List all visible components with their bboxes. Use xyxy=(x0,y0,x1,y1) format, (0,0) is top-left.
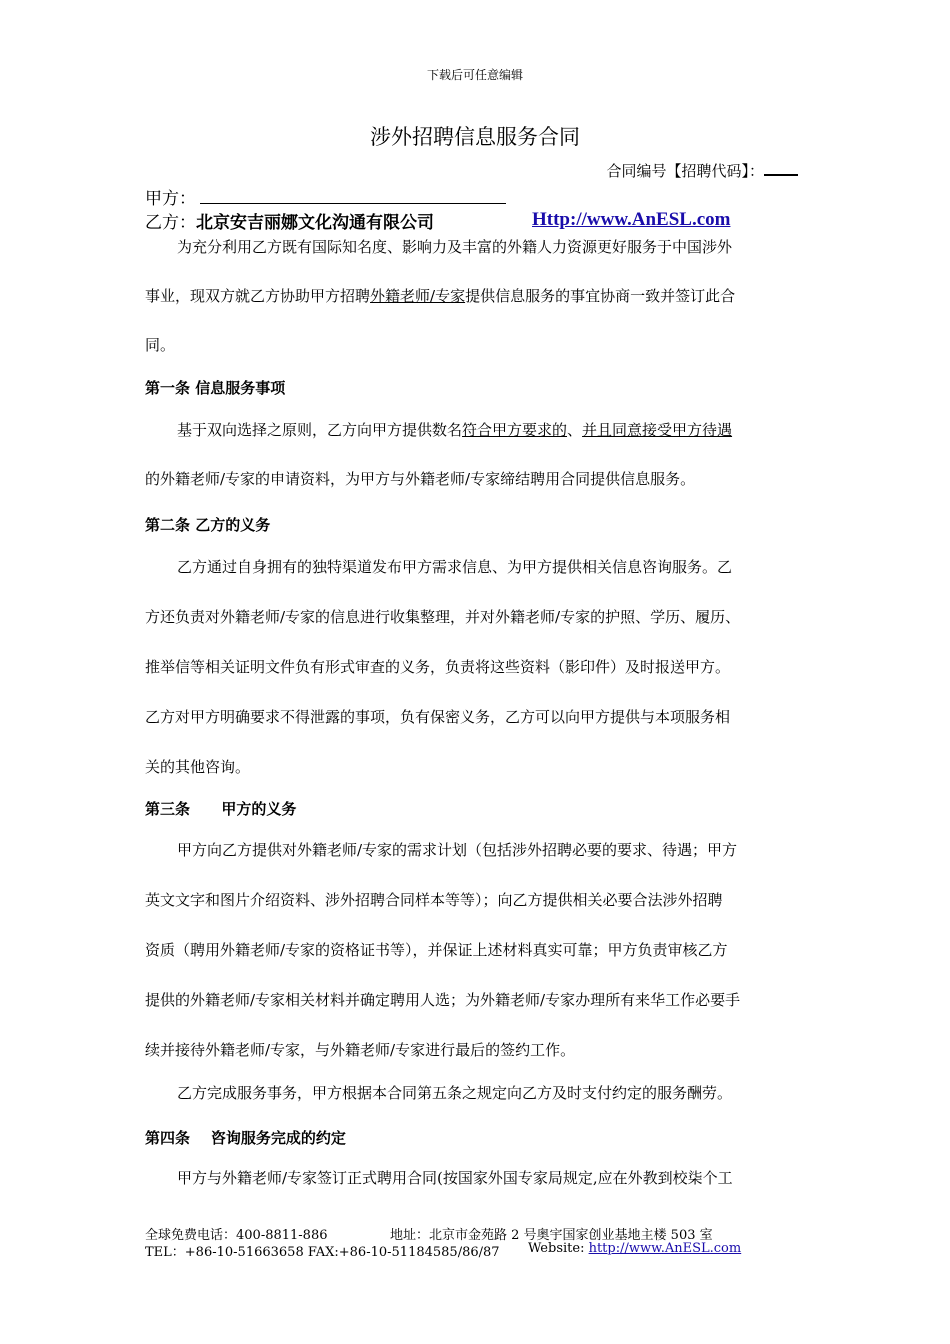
footer-website-label: Website: xyxy=(528,1241,589,1256)
article-3-line-6: 乙方完成服务事务，甲方根据本合同第五条之规定向乙方及时支付约定的服务酬劳。 xyxy=(177,1084,733,1102)
intro-line-2 xyxy=(145,271,807,321)
article-1-underlined-2: 并且同意接受甲方待遇 xyxy=(582,421,733,439)
contract-number-blank[interactable] xyxy=(764,160,798,176)
intro-line-2-b: 提供信息服务的事宜协商一致并签订此合 xyxy=(465,287,736,305)
article-1-heading: 第一条 信息服务事项 xyxy=(145,379,286,397)
intro-line-1: 为充分利用乙方既有国际知名度、影响力及丰富的外籍人力资源更好服务于中国涉外 xyxy=(177,238,733,256)
article-3-heading: 第三条 甲方的义务 xyxy=(145,800,297,818)
contract-number-label: 合同编号【招聘代码】： xyxy=(606,162,764,180)
article-1-line-1-a: 基于双向选择之原则，乙方向甲方提供数名 xyxy=(177,421,463,439)
article-2-line-4: 乙方对甲方明确要求不得泄露的事项，负有保密义务，乙方可以向甲方提供与本项服务相 xyxy=(145,708,731,726)
party-b-label: 乙方： xyxy=(145,213,196,233)
article-3-line-4: 提供的外籍老师/专家相关材料并确定聘用人选；为外籍老师/专家办理所有来华工作必要手 xyxy=(145,991,741,1009)
article-1-line-2: 的外籍老师/专家的申请资料，为甲方与外籍老师/专家缔结聘用合同提供信息服务。 xyxy=(145,470,696,488)
article-3-line-2: 英文文字和图片介绍资料、涉外招聘合同样本等等）；向乙方提供相关必要合法涉外招聘 xyxy=(145,891,723,909)
article-4-line-1: 甲方与外籍老师/专家签订正式聘用合同(按国家外国专家局规定,应在外教到校柒个工 xyxy=(177,1169,733,1187)
party-a-blank[interactable] xyxy=(200,187,506,204)
article-2-line-3: 推举信等相关证明文件负有形式审查的义务，负责将这些资料（影印件）及时报送甲方。 xyxy=(145,658,731,676)
article-3-line-3: 资质（聘用外籍老师/专家的资格证书等），并保证上述材料真实可靠；甲方负责审核乙方 xyxy=(145,941,728,959)
article-2-line-2: 方还负责对外籍老师/专家的信息进行收集整理，并对外籍老师/专家的护照、学历、履历、 xyxy=(145,608,741,626)
article-2-line-1: 乙方通过自身拥有的独特渠道发布甲方需求信息、为甲方提供相关信息咨询服务。乙 xyxy=(177,558,733,576)
party-b-company: 北京安吉丽娜文化沟通有限公司 xyxy=(196,213,434,233)
article-1-line-1 xyxy=(145,405,807,455)
article-4-heading: 第四条 咨询服务完成的约定 xyxy=(145,1129,346,1147)
party-b-website-link[interactable]: Http://www.AnESL.com xyxy=(532,209,731,230)
footer-website-link[interactable]: http://www.AnESL.com xyxy=(588,1241,742,1256)
footer-website xyxy=(528,1241,741,1256)
party-a-line xyxy=(145,184,506,209)
article-2-heading: 第二条 乙方的义务 xyxy=(145,516,271,534)
intro-line-3: 同。 xyxy=(145,336,176,354)
footer-line-2 xyxy=(145,1241,742,1260)
header-note: 下载后可任意编辑 xyxy=(426,68,523,82)
article-1-line-1-b: 、 xyxy=(567,421,583,439)
party-a-label: 甲方： xyxy=(145,189,196,209)
footer-address: 地址：北京市金苑路 2 号奥宇国家创业基地主楼 503 室 xyxy=(390,1228,713,1243)
article-2-line-5: 关的其他咨询。 xyxy=(145,758,251,776)
contract-number xyxy=(606,160,798,181)
article-1-underlined-1: 符合甲方要求的 xyxy=(462,421,568,439)
footer-tel-fax: TEL：+86-10-51663658 FAX:+86-10-51184585/86/87 xyxy=(145,1245,500,1260)
intro-line-2-a: 事业，现双方就乙方协助甲方招聘 xyxy=(145,287,371,305)
intro-underlined-role: 外籍老师/专家 xyxy=(370,287,466,305)
article-3-line-5: 续并接待外籍老师/专家，与外籍老师/专家进行最后的签约工作。 xyxy=(145,1041,576,1059)
article-3-line-1: 甲方向乙方提供对外籍老师/专家的需求计划（包括涉外招聘必要的要求、待遇；甲方 xyxy=(177,841,738,859)
document-title: 涉外招聘信息服务合同 xyxy=(370,125,580,149)
footer-phone: 全球免费电话：400-8811-886 xyxy=(145,1228,328,1243)
